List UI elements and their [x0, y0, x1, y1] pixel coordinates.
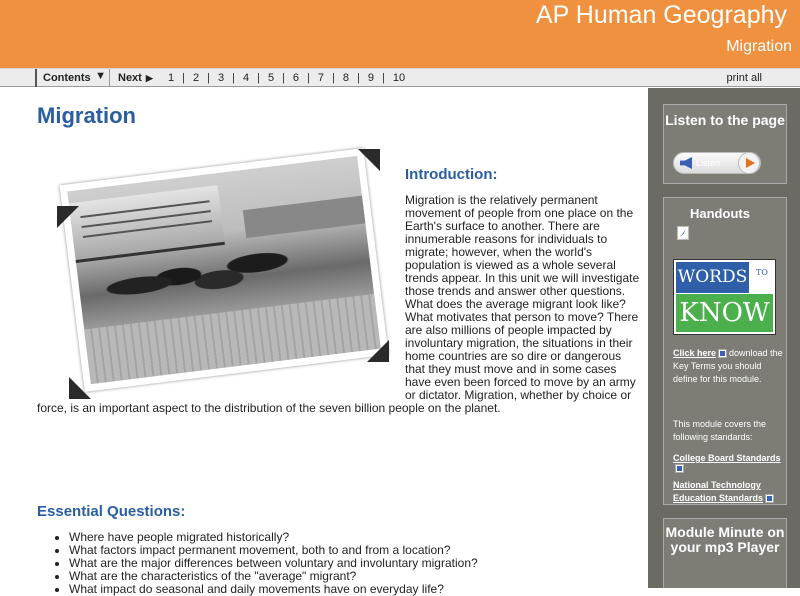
- click-here-link[interactable]: Click here: [673, 348, 717, 358]
- page-link-1[interactable]: 1: [168, 72, 175, 84]
- print-all-link[interactable]: print all: [726, 72, 762, 84]
- page-link-8[interactable]: 8: [342, 72, 350, 84]
- listen-panel: [663, 104, 787, 184]
- logo-know: KNOW: [676, 294, 773, 332]
- page-link-10[interactable]: 10: [392, 72, 406, 84]
- play-arrow-icon: ▶: [145, 72, 153, 83]
- handouts-panel: [663, 197, 787, 505]
- external-link-icon: [718, 349, 727, 358]
- mp3-title: Module Minute on your mp3 Player: [665, 524, 785, 555]
- listen-title: Listen to the page: [665, 112, 785, 128]
- college-board-standards-link[interactable]: College Board Standards: [673, 453, 781, 463]
- page-link-5[interactable]: 5: [267, 72, 275, 84]
- technology-standards-link[interactable]: National Technology Education Standards: [673, 480, 764, 503]
- key-terms-text: [673, 347, 787, 386]
- technology-standards: [673, 479, 787, 505]
- next-button[interactable]: [118, 69, 153, 87]
- listen-button[interactable]: [673, 152, 761, 174]
- logo-to: TO: [750, 262, 774, 293]
- navigation-bar: [0, 68, 800, 87]
- list-item: • What are the characteristics of the "average" migrant?: [69, 570, 478, 583]
- essential-questions-heading: Essential Questions:: [37, 503, 186, 520]
- chevron-down-icon: ▼: [95, 70, 106, 82]
- speaker-icon: [680, 157, 692, 169]
- list-item: • What impact do seasonal and daily movements have on everyday life?: [69, 583, 478, 596]
- contents-label: Contents: [43, 72, 91, 84]
- listen-button-label: Listen: [696, 158, 721, 168]
- right-sidebar: [648, 88, 800, 588]
- mp3-panel[interactable]: [663, 518, 787, 588]
- words-to-know-logo[interactable]: [673, 259, 776, 335]
- external-link-icon: [675, 464, 684, 473]
- introduction-text: [37, 194, 643, 415]
- key-terms-description: download the Key Terms you should define for this module.: [673, 348, 783, 384]
- external-link-icon: [765, 494, 774, 503]
- list-item: • Where have people migrated historically?: [69, 531, 478, 544]
- essential-questions-list: [69, 531, 478, 596]
- page-links: 1 | 2 | 3 | 4 | 5 | 6 | 7 | 8 | 9 | 10: [164, 69, 409, 87]
- standards-intro: This module covers the following standards:: [673, 419, 767, 442]
- contents-dropdown[interactable]: [35, 69, 110, 87]
- main-content: [0, 88, 648, 596]
- page-header: [0, 0, 800, 68]
- introduction-paragraph: Migration is the relatively permanent movement of people from one place on the Earth's surface to another. There are innumerable reasons for individuals to migrate; however, when the world's population is viewed as a whole several trends appear. In this unit we will investigate those trends and answer other questions. What does the average migrant look like? What motivates that person to move? There are also millions of people impacted by involuntary migration, the situations in their home countries are so dire or dangerous that they must move and in some cases have even been forced to move by an army or dictator. Migration, whether by choice or force, is an important aspect to the distribution of the seven billion people on the planet.: [37, 193, 640, 415]
- module-subtitle: Migration: [726, 38, 792, 55]
- page-link-2[interactable]: 2: [192, 72, 200, 84]
- page-link-7[interactable]: 7: [317, 72, 325, 84]
- page-link-4[interactable]: 4: [242, 72, 250, 84]
- list-item: • What are the major differences between voluntary and involuntary migration?: [69, 557, 478, 570]
- college-board-standards: [673, 453, 786, 473]
- play-icon[interactable]: [738, 152, 760, 174]
- next-label: Next: [118, 72, 142, 84]
- list-item: • What factors impact permanent movement, both to and from a location?: [69, 544, 478, 557]
- page-title: Migration: [37, 103, 136, 128]
- handouts-title: Handouts: [690, 206, 750, 221]
- page-link-9[interactable]: 9: [367, 72, 374, 84]
- page-link-6[interactable]: 6: [292, 72, 300, 84]
- page-link-3[interactable]: 3: [217, 72, 225, 84]
- external-link-icon[interactable]: [677, 226, 689, 240]
- logo-words: WORDS: [676, 262, 749, 293]
- course-title: AP Human Geography: [535, 1, 787, 29]
- introduction-heading: Introduction:: [405, 166, 498, 183]
